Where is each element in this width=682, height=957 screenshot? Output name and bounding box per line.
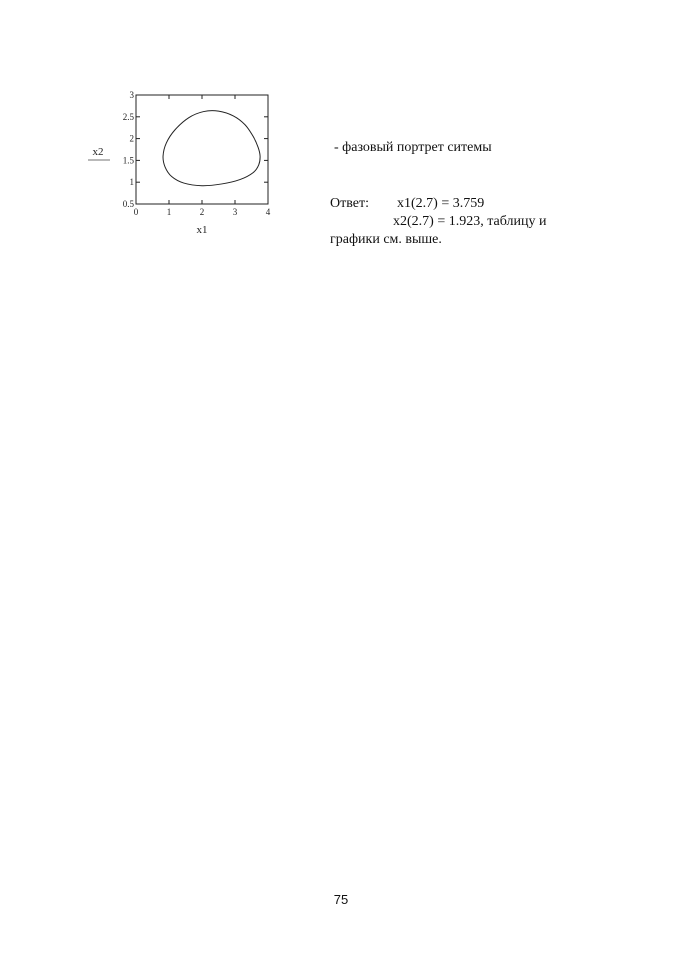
y-tick-label: 2: [129, 133, 134, 144]
x-axis-label: x1: [196, 224, 208, 236]
x-tick-label: 1: [166, 207, 172, 217]
answer-x1-value: x1(2.7) = 3.759: [397, 196, 485, 211]
phase-portrait-svg: [84, 84, 284, 244]
phase-portrait-chart: [84, 84, 284, 244]
phase-trajectory-line: [163, 111, 260, 186]
y-tick-label: 0.5: [122, 199, 134, 209]
y-tick-label: 1.5: [122, 155, 134, 166]
answer-x2-value: x2(2.7) = 1.923, таблицу и: [393, 214, 547, 229]
x-tick-label: 0: [133, 207, 139, 217]
x-tick-label: 4: [265, 207, 271, 217]
y-tick-label: 2.5: [122, 111, 134, 122]
answer-label: Ответ:: [330, 196, 369, 211]
x-tick-label: 3: [232, 207, 238, 217]
y-tick-label: 3: [129, 90, 134, 100]
answer-note: графики см. выше.: [330, 232, 442, 247]
x-tick-label: 2: [199, 207, 205, 217]
y-axis-label: x2: [92, 146, 104, 158]
page-number: 75: [333, 892, 349, 907]
chart-caption: - фазовый портрет ситемы: [334, 140, 492, 155]
plot-frame: [136, 95, 268, 204]
y-tick-label: 1: [129, 177, 134, 188]
